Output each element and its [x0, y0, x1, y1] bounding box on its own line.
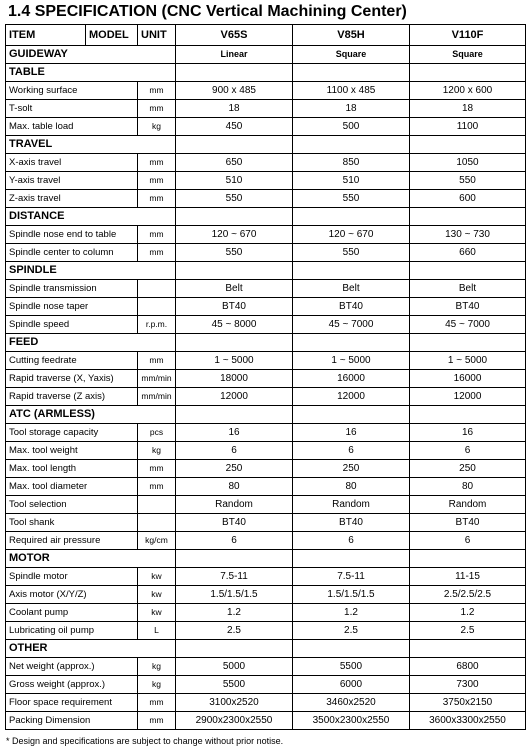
spec-value: 16 [410, 424, 526, 442]
spec-value: 5500 [176, 676, 293, 694]
spec-value: BT40 [176, 298, 293, 316]
spec-label: Lubricating oil pump [6, 622, 138, 640]
spec-row [6, 370, 526, 388]
spec-row [6, 352, 526, 370]
spec-row [6, 496, 526, 514]
spec-unit: mm/min [138, 370, 176, 388]
spec-row [6, 712, 526, 730]
spec-value: 550 [176, 190, 293, 208]
footnote: * Design and specifications are subject to change without prior notise. [6, 736, 284, 746]
spec-value: 660 [410, 244, 526, 262]
spec-value: 120 ~ 670 [176, 226, 293, 244]
spec-label: Floor space requirement [6, 694, 138, 712]
section-value [176, 550, 293, 568]
spec-label: Spindle transmission [6, 280, 138, 298]
spec-row [6, 622, 526, 640]
section-title: OTHER [6, 640, 176, 658]
spec-unit [138, 280, 176, 298]
section-title: TRAVEL [6, 136, 176, 154]
spec-unit: kg [138, 676, 176, 694]
spec-row [6, 514, 526, 532]
spec-value: 650 [176, 154, 293, 172]
spec-unit: mm [138, 154, 176, 172]
section-value: Linear [176, 46, 293, 64]
header-model-2: V85H [293, 25, 410, 46]
spec-value: BT40 [293, 298, 410, 316]
spec-value: Random [410, 496, 526, 514]
header-item: ITEM [6, 25, 86, 46]
spec-value: 80 [176, 478, 293, 496]
spec-label: Max. tool weight [6, 442, 138, 460]
section-row [6, 550, 526, 568]
spec-row [6, 118, 526, 136]
section-value: Square [410, 46, 526, 64]
spec-row [6, 154, 526, 172]
spec-value: 45 ~ 8000 [176, 316, 293, 334]
spec-unit: kg/cm [138, 532, 176, 550]
spec-value: 1 ~ 5000 [293, 352, 410, 370]
spec-label: Tool selection [6, 496, 138, 514]
spec-row [6, 316, 526, 334]
spec-label: Rapid traverse (Z axis) [6, 388, 138, 406]
spec-value: 16 [176, 424, 293, 442]
spec-value: 6 [410, 442, 526, 460]
spec-label: Cutting feedrate [6, 352, 138, 370]
spec-value: 6 [176, 442, 293, 460]
section-value [176, 64, 293, 82]
header-unit: UNIT [138, 25, 176, 46]
spec-unit: pcs [138, 424, 176, 442]
spec-row [6, 190, 526, 208]
spec-value: 1 ~ 5000 [176, 352, 293, 370]
spec-unit: kw [138, 604, 176, 622]
spec-row [6, 568, 526, 586]
spec-row [6, 460, 526, 478]
header-model-1: V65S [176, 25, 293, 46]
spec-label: Required air pressure [6, 532, 138, 550]
spec-value: 2.5 [293, 622, 410, 640]
spec-unit: mm [138, 478, 176, 496]
spec-value: Random [176, 496, 293, 514]
spec-row [6, 298, 526, 316]
spec-value: 1100 [410, 118, 526, 136]
section-value [410, 550, 526, 568]
spec-value: 2.5/2.5/2.5 [410, 586, 526, 604]
spec-label: Max. tool length [6, 460, 138, 478]
spec-label: Z-axis travel [6, 190, 138, 208]
header-model: MODEL [86, 25, 138, 46]
spec-unit: mm [138, 460, 176, 478]
spec-value: 16000 [410, 370, 526, 388]
section-title: SPINDLE [6, 262, 176, 280]
spec-value: 1200 x 600 [410, 82, 526, 100]
spec-row [6, 280, 526, 298]
section-value [293, 262, 410, 280]
spec-value: 1.2 [176, 604, 293, 622]
spec-row [6, 604, 526, 622]
header-model-3: V110F [410, 25, 526, 46]
section-value [293, 550, 410, 568]
section-value [176, 262, 293, 280]
section-value [293, 640, 410, 658]
spec-row [6, 388, 526, 406]
section-row [6, 334, 526, 352]
section-title: GUIDEWAY [6, 46, 176, 64]
section-row [6, 262, 526, 280]
spec-label: Y-axis travel [6, 172, 138, 190]
spec-value: 600 [410, 190, 526, 208]
spec-row [6, 694, 526, 712]
spec-label: Rapid traverse (X, Yaxis) [6, 370, 138, 388]
section-value [176, 640, 293, 658]
spec-value: 16 [293, 424, 410, 442]
section-value [176, 406, 293, 424]
spec-label: Tool shank [6, 514, 138, 532]
spec-value: 6 [410, 532, 526, 550]
spec-value: 3100x2520 [176, 694, 293, 712]
section-title: TABLE [6, 64, 176, 82]
spec-value: 12000 [410, 388, 526, 406]
section-value [176, 208, 293, 226]
spec-unit: r.p.m. [138, 316, 176, 334]
spec-row [6, 658, 526, 676]
spec-value: 3500x2300x2550 [293, 712, 410, 730]
spec-value: 510 [176, 172, 293, 190]
spec-value: BT40 [176, 514, 293, 532]
spec-value: 1050 [410, 154, 526, 172]
section-value [410, 334, 526, 352]
spec-value: 500 [293, 118, 410, 136]
spec-label: Spindle speed [6, 316, 138, 334]
section-title: DISTANCE [6, 208, 176, 226]
spec-unit: mm/min [138, 388, 176, 406]
spec-value: 900 x 485 [176, 82, 293, 100]
spec-value: 6 [293, 442, 410, 460]
spec-unit: mm [138, 352, 176, 370]
section-value [410, 640, 526, 658]
spec-label: Packing Dimension [6, 712, 138, 730]
spec-value: 550 [410, 172, 526, 190]
spec-value: 12000 [293, 388, 410, 406]
spec-value: 2.5 [410, 622, 526, 640]
spec-unit [138, 514, 176, 532]
spec-value: 45 ~ 7000 [293, 316, 410, 334]
section-title: MOTOR [6, 550, 176, 568]
section-value: Square [293, 46, 410, 64]
spec-label: Max. table load [6, 118, 138, 136]
section-value [293, 334, 410, 352]
spec-value: 80 [293, 478, 410, 496]
spec-row [6, 442, 526, 460]
section-title: FEED [6, 334, 176, 352]
spec-label: Working surface [6, 82, 138, 100]
section-value [410, 406, 526, 424]
spec-label: Spindle center to column [6, 244, 138, 262]
section-value [410, 262, 526, 280]
spec-label: Max. tool diameter [6, 478, 138, 496]
spec-value: 6800 [410, 658, 526, 676]
spec-value: 80 [410, 478, 526, 496]
spec-unit: kg [138, 442, 176, 460]
spec-value: 5500 [293, 658, 410, 676]
section-row [6, 46, 526, 64]
header-row [6, 25, 526, 46]
spec-value: 2900x2300x2550 [176, 712, 293, 730]
spec-value: 450 [176, 118, 293, 136]
spec-value: 5000 [176, 658, 293, 676]
spec-value: 1100 x 485 [293, 82, 410, 100]
spec-value: 7.5-11 [293, 568, 410, 586]
section-value [176, 136, 293, 154]
spec-value: 250 [293, 460, 410, 478]
spec-value: 3460x2520 [293, 694, 410, 712]
spec-value: 11-15 [410, 568, 526, 586]
spec-label: T-solt [6, 100, 138, 118]
spec-value: 18 [410, 100, 526, 118]
spec-row [6, 82, 526, 100]
spec-label: Spindle motor [6, 568, 138, 586]
spec-row [6, 676, 526, 694]
spec-unit: mm [138, 100, 176, 118]
spec-unit [138, 496, 176, 514]
spec-unit: L [138, 622, 176, 640]
spec-table [5, 24, 526, 730]
spec-value: 3600x3300x2550 [410, 712, 526, 730]
section-row [6, 208, 526, 226]
spec-unit: kg [138, 658, 176, 676]
spec-unit: kw [138, 586, 176, 604]
spec-value: 1.2 [293, 604, 410, 622]
spec-value: 45 ~ 7000 [410, 316, 526, 334]
spec-value: 120 ~ 670 [293, 226, 410, 244]
spec-value: 130 ~ 730 [410, 226, 526, 244]
spec-unit: mm [138, 190, 176, 208]
spec-unit: mm [138, 244, 176, 262]
section-value [410, 136, 526, 154]
spec-value: 550 [176, 244, 293, 262]
spec-value: 3750x2150 [410, 694, 526, 712]
spec-value: 550 [293, 244, 410, 262]
spec-unit: mm [138, 712, 176, 730]
spec-value: 1.5/1.5/1.5 [176, 586, 293, 604]
spec-value: 550 [293, 190, 410, 208]
spec-value: 1 ~ 5000 [410, 352, 526, 370]
spec-row [6, 100, 526, 118]
spec-unit: mm [138, 226, 176, 244]
spec-value: 6 [293, 532, 410, 550]
spec-unit: kw [138, 568, 176, 586]
spec-value: 510 [293, 172, 410, 190]
spec-row [6, 532, 526, 550]
spec-unit: mm [138, 172, 176, 190]
spec-value: Belt [293, 280, 410, 298]
section-row [6, 640, 526, 658]
spec-value: 2.5 [176, 622, 293, 640]
spec-label: Net weight (approx.) [6, 658, 138, 676]
spec-value: 250 [410, 460, 526, 478]
spec-value: BT40 [410, 514, 526, 532]
spec-value: 850 [293, 154, 410, 172]
spec-value: 6 [176, 532, 293, 550]
spec-value: Belt [176, 280, 293, 298]
spec-row [6, 424, 526, 442]
spec-value: 18 [293, 100, 410, 118]
spec-unit: kg [138, 118, 176, 136]
section-row [6, 136, 526, 154]
spec-row [6, 172, 526, 190]
section-value [293, 64, 410, 82]
spec-value: BT40 [410, 298, 526, 316]
spec-label: Gross weight (approx.) [6, 676, 138, 694]
page-title: 1.4 SPECIFICATION (CNC Vertical Machining Center) [8, 3, 407, 20]
spec-row [6, 478, 526, 496]
spec-row [6, 586, 526, 604]
spec-row [6, 226, 526, 244]
spec-label: Axis motor (X/Y/Z) [6, 586, 138, 604]
spec-value: 1.5/1.5/1.5 [293, 586, 410, 604]
spec-unit: mm [138, 694, 176, 712]
spec-value: 6000 [293, 676, 410, 694]
spec-value: 12000 [176, 388, 293, 406]
spec-unit [138, 298, 176, 316]
spec-value: 1.2 [410, 604, 526, 622]
section-value [410, 64, 526, 82]
spec-row [6, 244, 526, 262]
spec-label: Tool storage capacity [6, 424, 138, 442]
spec-unit: mm [138, 82, 176, 100]
spec-value: 250 [176, 460, 293, 478]
spec-label: X-axis travel [6, 154, 138, 172]
section-value [293, 406, 410, 424]
spec-value: BT40 [293, 514, 410, 532]
section-value [410, 208, 526, 226]
spec-value: 7300 [410, 676, 526, 694]
section-value [176, 334, 293, 352]
section-value [293, 136, 410, 154]
spec-value: Random [293, 496, 410, 514]
section-row [6, 406, 526, 424]
section-title: ATC (ARMLESS) [6, 406, 176, 424]
spec-value: 18 [176, 100, 293, 118]
spec-value: 18000 [176, 370, 293, 388]
spec-value: 7.5-11 [176, 568, 293, 586]
spec-value: 16000 [293, 370, 410, 388]
spec-label: Spindle nose taper [6, 298, 138, 316]
spec-label: Coolant pump [6, 604, 138, 622]
section-value [293, 208, 410, 226]
spec-value: Belt [410, 280, 526, 298]
section-row [6, 64, 526, 82]
spec-label: Spindle nose end to table [6, 226, 138, 244]
